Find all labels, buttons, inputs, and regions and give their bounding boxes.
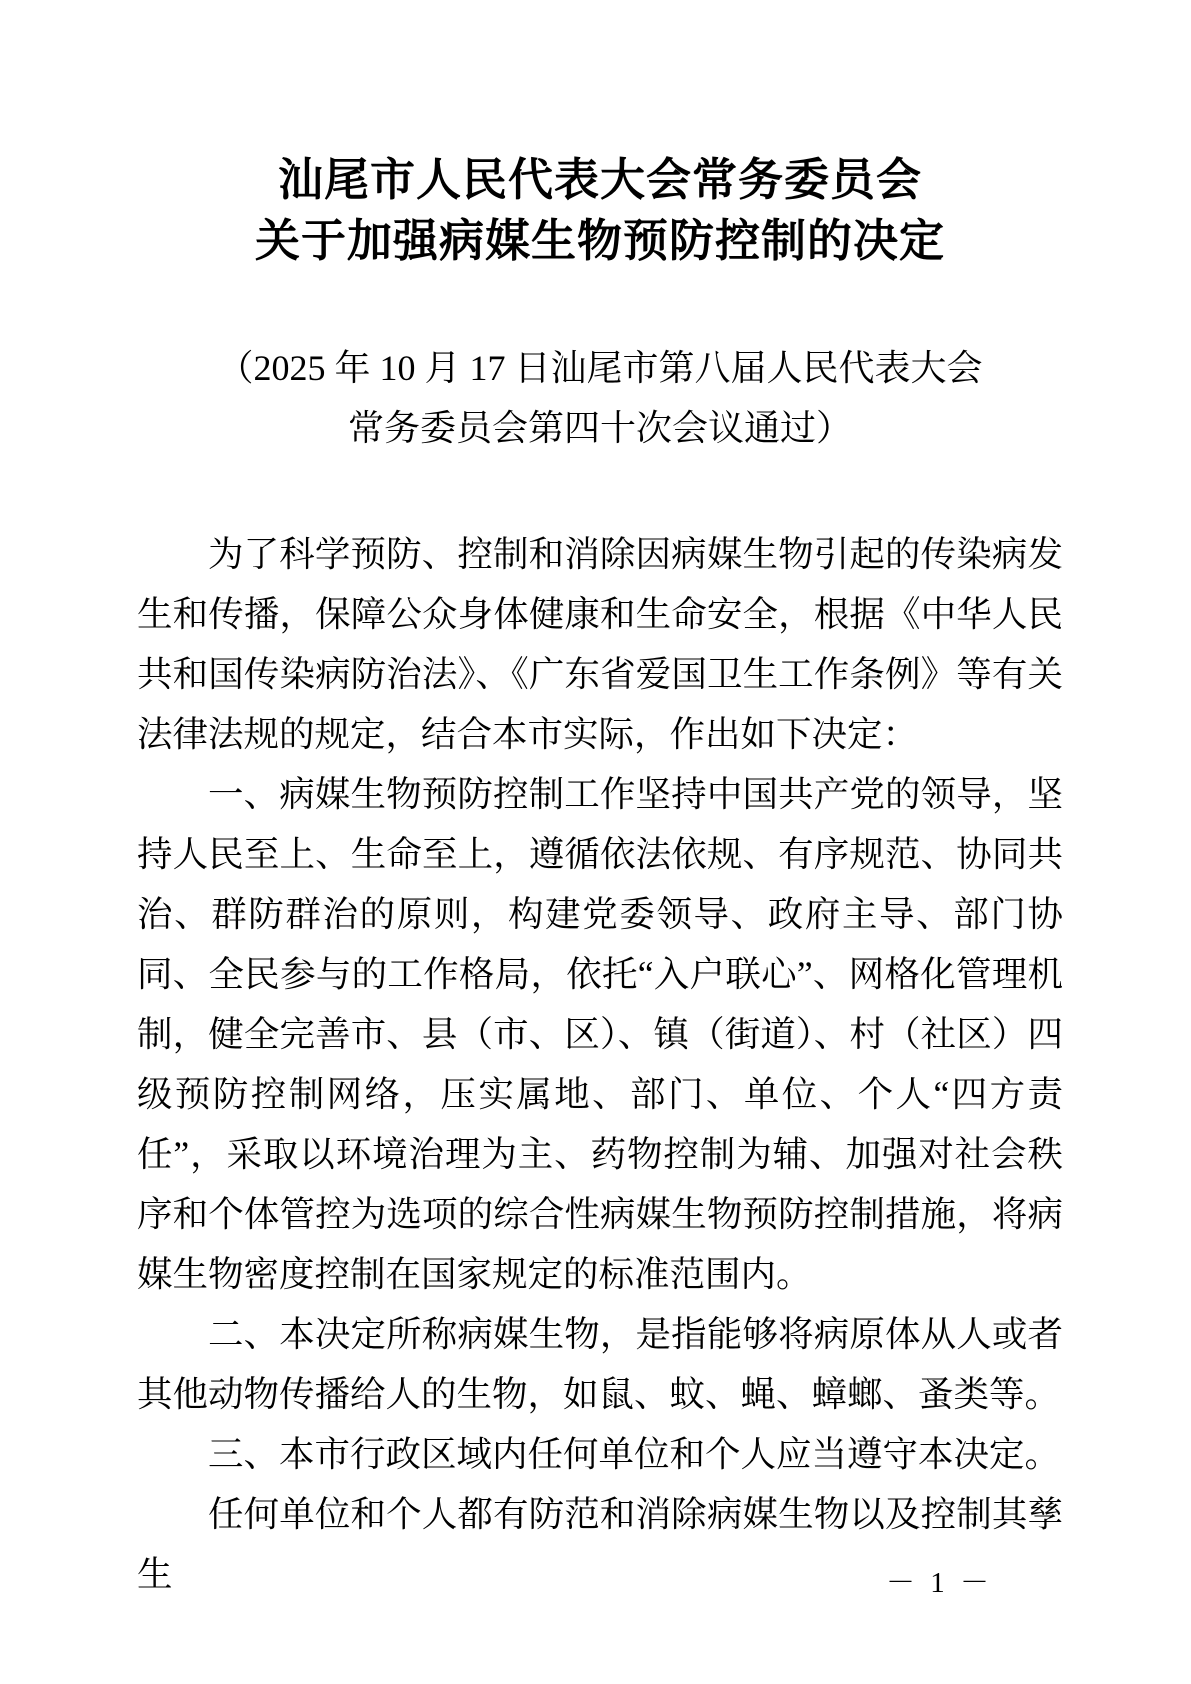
paragraph-item-3-continuation: 任何单位和个人都有防范和消除病媒生物以及控制其孳生 <box>137 1494 1063 1594</box>
document-title <box>137 150 1063 272</box>
page-number: － 1 － <box>885 1567 993 1599</box>
document-title-line-2: 关于加强病媒生物预防控制的决定 <box>254 216 945 266</box>
paragraph-item-3: 三、本市行政区域内任何单位和个人应当遵守本决定。 <box>208 1434 1061 1474</box>
paragraph-item-1: 一、病媒生物预防控制工作坚持中国共产党的领导，坚持人民至上、生命至上，遵循依法依规、有序规范、协同共治、群防群治的原则，构建党委领导、政府主导、部门协同、全民参与的工作格局，依托“入户联心”、网格化管理机制，健全完善市、县（市、区）、镇（街道）、村（社区）四级预防控制网络，压实属地、部门、单位、个人“四方责任”，采取以环境治理为主、药物控制为辅、加强对社会秩序和个体管控为选项的综合性病媒生物预防控制措施，将病媒生物密度控制在国家规定的标准范围内。 <box>137 774 1063 1294</box>
session-note-line-2: 常务委员会第四十次会议通过） <box>347 408 852 448</box>
session-note <box>137 338 1063 458</box>
document-body <box>137 524 1063 1604</box>
paragraph-item-2: 二、本决定所称病媒生物，是指能够将病原体从人或者其他动物传播给人的生物，如鼠、蚊、蝇、蟑螂、蚤类等。 <box>137 1314 1063 1414</box>
session-note-line-1: （2025 年 10 月 17 日汕尾市第八届人民代表大会 <box>217 348 983 388</box>
document-title-line-1: 汕尾市人民代表大会常务委员会 <box>277 155 922 205</box>
paragraph-preamble: 为了科学预防、控制和消除因病媒生物引起的传染病发生和传播，保障公众身体健康和生命安全，根据《中华人民共和国传染病防治法》、《广东省爱国卫生工作条例》等有关法律法规的规定，结合本市实际，作出如下决定： <box>137 534 1063 754</box>
